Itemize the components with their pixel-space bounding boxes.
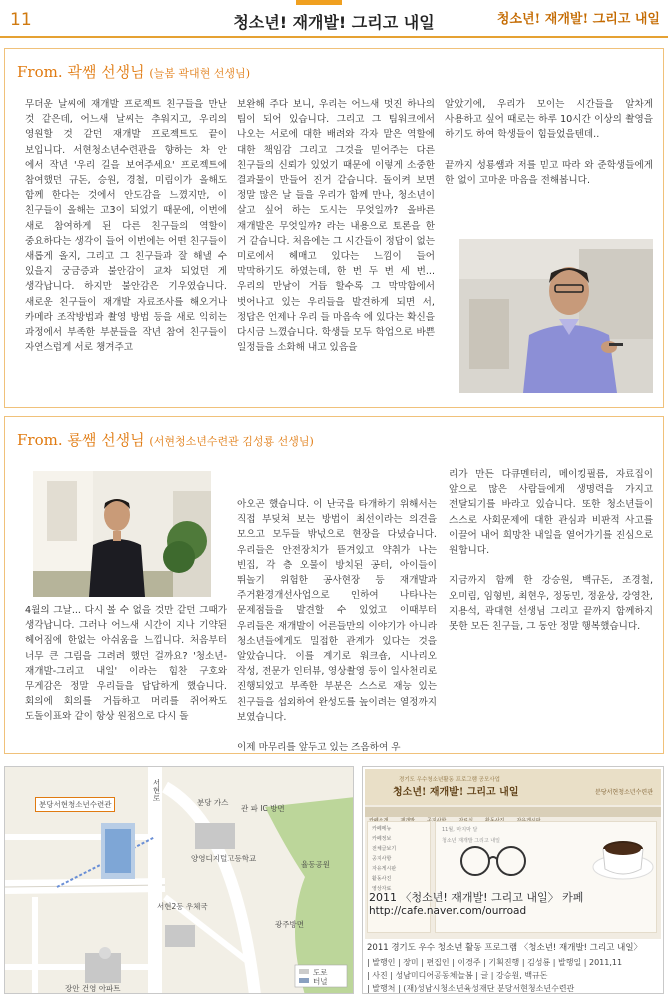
letter-column-1: 무더운 날씨에 재개발 프로젝트 친구들을 만난 것 같은데, 어느새 날씨는 추워지고, 우리의 영원할 것 같던 재개발 프로젝트도 끝이 보입니다. 서현청소년수련관을 향하는 차 안 에서 작년 '우리 길을 보여주세요' 프로젝트에 참여했던 규돈, 승원, 경철, 미림이가 올해도 함께 한다는 것에서 안도감을 느꼈지만, 이 친구들이 올해는 고3이 되었기 때문에, 이번에 새로 참여하게 된 다른 친구들의 역할이 중요하다는 생각이 들어 이번에는 어떤 친구들이 새롭게 올지, 그리고 그 친구들과 잘 해낼 수 있을지 궁금증과 불안감이 교차 되었던 게 생각납니다. 하지만 불안감은 기우였습니다. 새로운 친구들이 재개발 자료조사를 해오거나 카메라 조작방법과 촬영 방법 등을 새로 익히는 과정에서 부족한 부분들을 작년 참여 친구들이 자연스럽게 서로 챙겨주고 <box>25 99 227 354</box>
page-header <box>0 0 668 40</box>
teacher-photo-gwak <box>459 239 653 393</box>
section-heading <box>17 429 314 450</box>
map-label-center: 분당서현청소년수련관 <box>35 797 115 812</box>
heading-subtitle: ( 늘봄 곽대현 선생님 ) <box>149 67 250 80</box>
cafe-org: 분당서현청소년수련관 <box>595 789 653 796</box>
cafe-info-panel <box>362 766 664 994</box>
header-accent-bar <box>296 0 342 5</box>
letter-column-3: 리가 만든 다큐멘터리, 메이킹필름, 자료집이 앞으로 많은 사람들에게 생명력을 가지고 전달되기를 바라고 있습니다. 또한 청소년들이 스스로 사회문제에 대한 관심과 비판적 사고를 이끌어 내어 희망찬 내일을 열어가기를 진심으로 원합니다. 지금까지 함께 한 강승원, 백규돈, 조경철, 오미림, 임형빈, 최현우, 정동민, 정윤상, 강영찬, 지용석, 곽대현 선생님 그리고 끝까지 함께하지 못한 모든 친구들, 그 동안 정말 행복했습니다. <box>449 469 653 633</box>
cafe-small-header: 경기도 우수청소년활동 프로그램 공모사업 <box>399 777 500 783</box>
cafe-caption-title: 2011 〈청소년! 재개발! 그리고 내일〉 카페 <box>369 891 584 904</box>
page-title: 청소년! 재개발! 그리고 내일 <box>233 13 435 32</box>
brand-logo-text: 청소년! 재개발! 그리고 내일 <box>496 12 660 27</box>
letter-section-ryong <box>4 416 664 754</box>
letter-section-gwak <box>4 48 664 408</box>
credits-line-1: | 발행인 | 장미 | 편집인 | 이경주 | 기획진행 | 김성룡 | 발행일 | 2011,11 <box>367 958 623 967</box>
map-label-apartment: 장안 건영 아파트 <box>65 984 121 993</box>
cafe-main-line: 청소년 재개발 그리고 내일 <box>442 838 500 844</box>
credits-line-3: | 발행처 | (재)성남시청소년육성재단 분당서현청소년수련관 <box>367 984 575 993</box>
section-heading <box>17 61 250 82</box>
map-label-school: 양영디지털고등학교 <box>191 854 257 863</box>
heading-subtitle: ( 서현청소년수련관 김성룡 선생님 ) <box>149 435 313 448</box>
letter-column-3: 알았기에, 우리가 모이는 시간들을 알차게 사용하고 싶어 때로는 하루 10시간 이상의 촬영을 하기도 하여 학생들이 힘들었을텐데.. 끝까지 성룡쌤과 저를 믿고 따라 와 준학생들에게 한 없이 고마운 마음을 전해봅니다. <box>445 99 653 187</box>
letter-column-2: 보완해 주다 보니, 우리는 어느새 멋진 하나의 팀이 되어 있습니다. 그리고 그 팀워크에서 나오는 서로에 대한 배려와 각자 맡은 역할에 대한 책임감 그리고 그것을 믿어주는 다른 친구들의 신뢰가 있었기 때문에 이렇게 소중한 결과물이 만들어 진거 같습니다. 돌이켜 보면 정말 많은 날 들을 우리가 함께 만나, 청소년이 살고 싶어 하는 도시는 무엇일까? 올바른 재개발은 무엇일까? 라는 내용으로 토론을 한 거 같습니다. 처음에는 그 시간들이 정답이 없는 미로에서 헤매고 있다는 느낌이 들어 막막하기도 하였는데, 한 번 두 번 세 번... 우리의 만남이 거듭 할수록 그 막막함에서 벗어나고 있는 우리들을 발견하게 되면 서, 정답은 언제나 우리 들 마음속 에 있다는 확신을 다시금 느꼈습니다. 학생들 모두 학업으로 바쁜 일정들을 소화해 내고 있음을 <box>237 99 435 354</box>
heading-prefix: From. <box>17 431 63 449</box>
map-label-post: 분당 가스 <box>197 798 229 807</box>
page-number: 11 <box>10 10 32 30</box>
heading-name: 곽쌤 선생님 <box>67 63 145 81</box>
cafe-side-item: 전체글보기 <box>372 846 397 852</box>
credits-heading: 2011 경기도 우수 청소년 활동 프로그램 〈청소년! 재개발! 그리고 내일〉 <box>367 943 643 953</box>
map-label-road-top: 관 파 IC 방면 <box>241 804 285 813</box>
location-map <box>4 766 354 994</box>
cafe-side-item: 카페메뉴 <box>372 826 392 832</box>
map-legend-road: 도로 <box>313 968 328 977</box>
letter-column-1: 4월의 그날... 다시 볼 수 없을 것만 같던 그때가 생각납니다. 그러나 어느새 시간이 지나 기약된 헤어짐에 한없는 아쉬움을 느낍니다. 처음부터 너무 큰 그림을 그려려 했던 걸까요? '청소년-재개발-그리고 내일' 이라는 힘찬 구호와 무게감은 정말 우리들을 답답하게 했습니다. 회의에 회의를 거듭하고 머리를 쥐어짜도 도돌이표와 같이 항상 원점으로 다시 돌 <box>25 605 227 723</box>
teacher-photo-kim <box>33 471 211 597</box>
header-divider <box>0 36 668 38</box>
map-label-seohyeon: 서현로 <box>152 779 161 802</box>
cafe-side-item: 카페정보 <box>372 836 392 842</box>
cafe-caption <box>369 889 583 917</box>
credits-line-2: | 사진 | 성남미디어공동체늘봄 | 글 | 강승원, 백규돈 <box>367 971 548 980</box>
map-label-park: 율동공원 <box>301 860 330 869</box>
cafe-main-line: 11월, 마지막 달 <box>442 827 478 833</box>
cafe-title: 청소년! 재개발! 그리고 내일 <box>393 787 519 798</box>
map-label-street: 서현2동 우체국 <box>157 902 208 911</box>
cafe-side-item: 자유게시판 <box>372 866 397 872</box>
cafe-side-item: 영상자료 <box>372 886 392 892</box>
heading-prefix: From. <box>17 63 63 81</box>
cafe-side-item: 활동사진 <box>372 876 392 882</box>
map-label-gwangju: 광주방면 <box>275 920 304 929</box>
cafe-side-item: 공지사항 <box>372 856 392 862</box>
heading-name: 룡쌤 선생님 <box>67 431 145 449</box>
letter-column-2: 아오곤 했습니다. 이 난국을 타개하기 위해서는 직접 부딪쳐 보는 방법이 최선이라는 의견을 모으고 모두들 밖넋으로 현장을 다녔습니다. 우리들은 안전장치가 뜯겨있고 약취가 나는 빈집, 각 층 오물이 방치된 공터, 아이들이 뛰놀기 위험한 공사현장 등 재개발과 주거환경개선사업으로 인하여 나타나는 문제점들을 발견할 수 있었고 이때부터 우리들은 재개발이 어른들만의 이야기가 아니라 청소년들에게도 밀접한 관계가 있다는 것을 알았습니다. 이를 계기로 워크숍, 시나리오 작성, 전문가 인터뷰, 영상촬영 등이 일사천리로 진행되었고 부족한 부분은 스스로 재능 있는 친구들을 섭외하여 완성도를 높이려는 열정까지 보였습니다. 이제 마무리를 앞두고 있는 즈음하여 우 <box>237 499 437 754</box>
cafe-url-link[interactable]: http://cafe.naver.com/ourroad <box>369 905 527 917</box>
map-legend-tunnel: 터널 <box>313 977 328 986</box>
